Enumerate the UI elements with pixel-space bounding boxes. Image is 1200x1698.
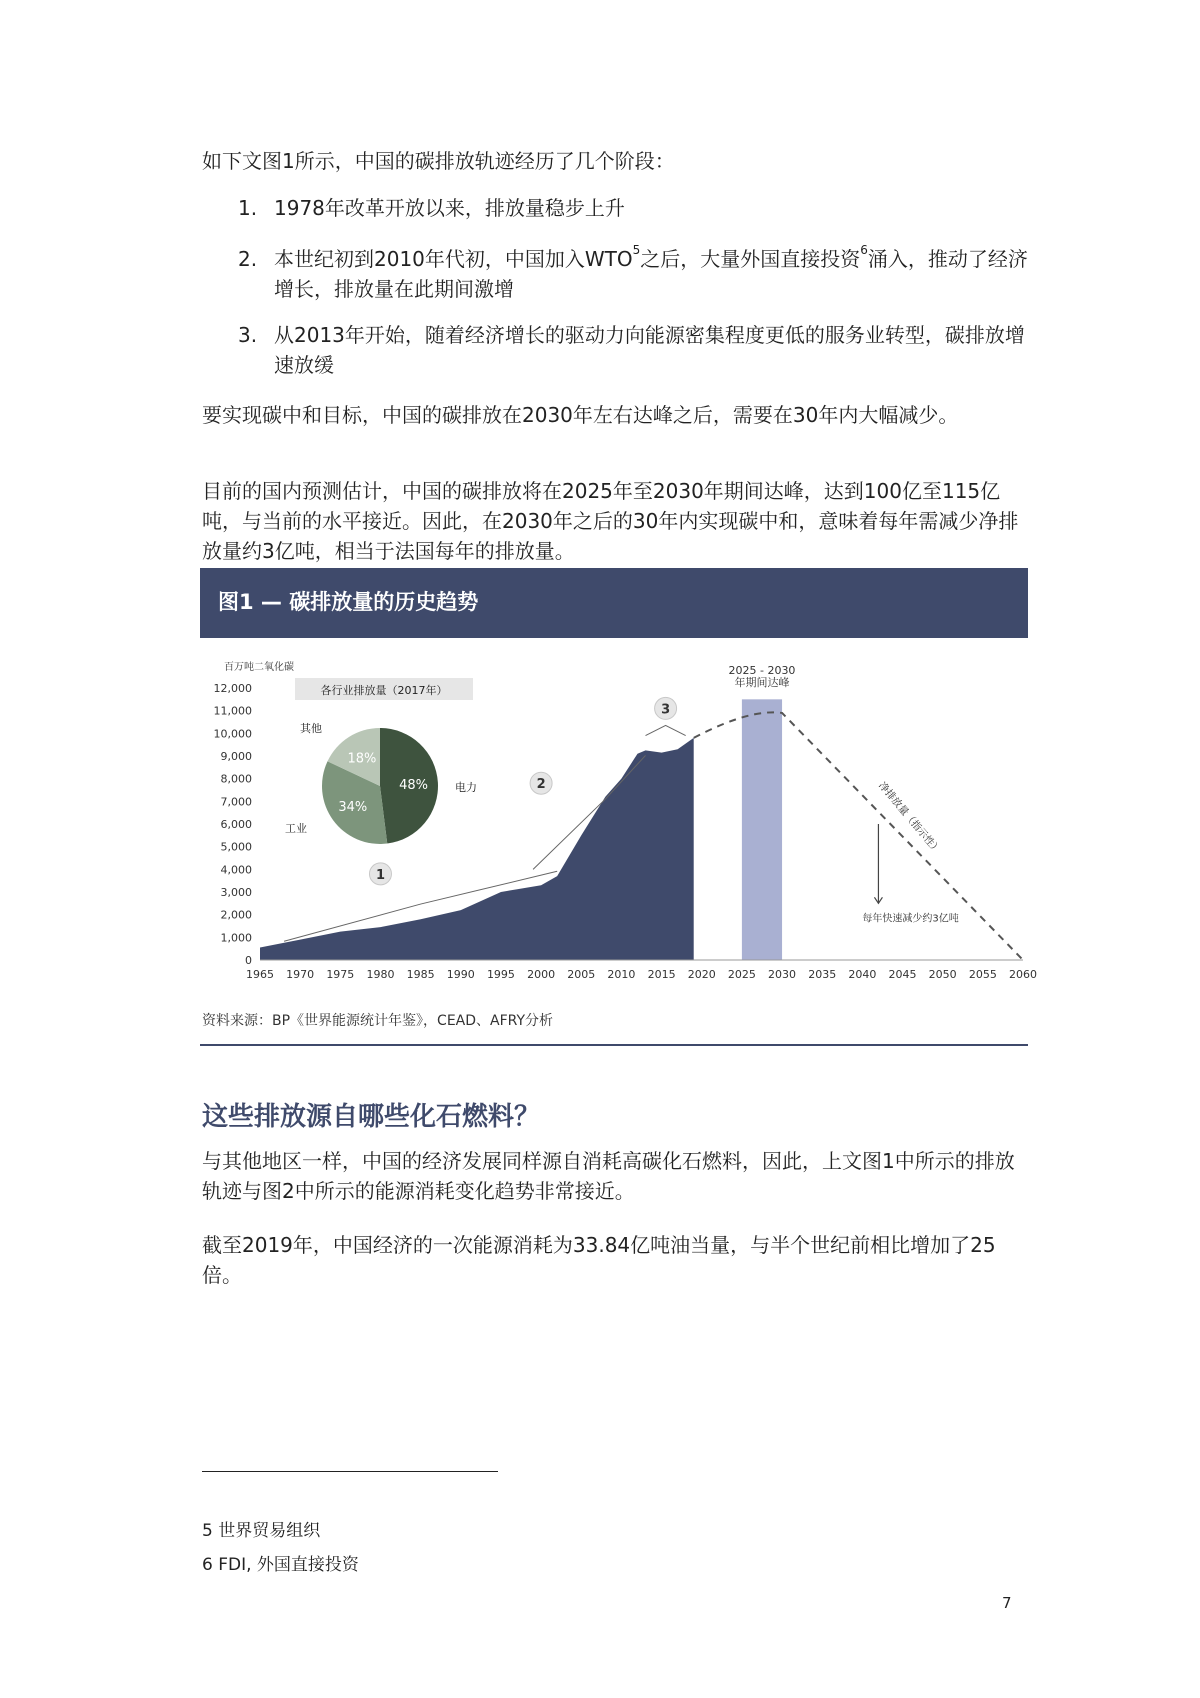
- section-heading: 这些排放源自哪些化石燃料？: [202, 1102, 541, 1132]
- y-tick-label: 2,000: [220, 908, 252, 922]
- x-tick-label: 1995: [486, 968, 515, 981]
- projection-label: 净排放量（指示性）: [876, 780, 943, 857]
- x-tick-label: 2035: [808, 968, 837, 981]
- x-tick-label: 2045: [888, 968, 917, 981]
- footnote-number: 6: [202, 1555, 213, 1575]
- peak-label: 年期间达峰: [734, 676, 790, 689]
- pie-category-label: 电力: [455, 781, 477, 794]
- x-tick-label: 1985: [406, 968, 435, 981]
- x-tick-label: 2020: [687, 968, 716, 981]
- y-tick-label: 4,000: [220, 863, 252, 877]
- y-tick-label: 8,000: [220, 772, 252, 786]
- pie-title: 各行业排放量（2017年）: [320, 684, 448, 697]
- x-tick-label: 2000: [527, 968, 556, 981]
- x-tick-label: 2030: [768, 968, 797, 981]
- x-tick-label: 2060: [1009, 968, 1037, 981]
- figure-source: 资料来源：BP《世界能源统计年鉴》，CEAD、AFRY分析: [202, 1013, 554, 1029]
- x-tick-label: 1975: [326, 968, 355, 981]
- list-number: 3.: [238, 323, 258, 347]
- footnote-text: 世界贸易组织: [218, 1521, 321, 1541]
- footnote: [202, 1516, 320, 1541]
- phase-marker-label: 3: [661, 702, 671, 718]
- y-tick-label: 3,000: [220, 886, 252, 899]
- y-tick-label: 7,000: [220, 795, 252, 809]
- y-tick-label: 0: [245, 954, 252, 967]
- list-text: 从2013年开始，随着经济增长的驱动力向能源密集程度更低的服务业转型，碳排放增速放缓: [274, 323, 1025, 377]
- x-tick-label: 2040: [848, 968, 877, 981]
- intro-paragraph: 如下文图1所示，中国的碳排放轨迹经历了几个阶段：: [202, 149, 675, 173]
- y-tick-label: 11,000: [213, 704, 252, 718]
- list-number: 2.: [238, 247, 258, 271]
- x-tick-label: 1980: [366, 968, 395, 981]
- y-tick-label: 5,000: [220, 840, 252, 854]
- figure-divider: [200, 1044, 1028, 1046]
- list-text: 1978年改革开放以来，排放量稳步上升: [274, 196, 625, 220]
- footnote: [202, 1550, 359, 1575]
- paragraph-energy: 截至2019年，中国经济的一次能源消耗为33.84亿吨油当量，与半个世纪前相比增加了25倍。: [202, 1233, 996, 1287]
- x-tick-label: 2055: [968, 968, 997, 981]
- emissions-chart: [200, 648, 1037, 998]
- x-tick-label: 2025: [727, 968, 756, 981]
- footnote-number: 5: [202, 1521, 213, 1541]
- footnote-divider: [202, 1471, 498, 1472]
- y-tick-label: 10,000: [213, 727, 252, 741]
- footnote-text: FDI, 外国直接投资: [218, 1555, 359, 1575]
- phase-marker-label: 1: [375, 867, 385, 883]
- figure-header: [200, 568, 1028, 638]
- pie-slice-percent: 18%: [347, 751, 377, 767]
- y-axis-label: 百万吨二氧化碳: [224, 662, 294, 673]
- phase-marker-label: 2: [536, 777, 546, 793]
- y-tick-label: 6,000: [220, 818, 252, 831]
- page-number: 7: [1002, 1594, 1012, 1612]
- pie-slice-percent: 48%: [399, 777, 429, 793]
- list-number: 1.: [238, 196, 258, 220]
- x-tick-label: 1965: [246, 968, 274, 981]
- pie-category-label: 工业: [285, 822, 307, 835]
- peak-band: [742, 699, 782, 960]
- x-tick-label: 2005: [567, 968, 596, 981]
- x-tick-label: 2010: [607, 968, 636, 981]
- y-tick-label: 1,000: [220, 931, 252, 945]
- pie-slice-percent: 34%: [338, 799, 368, 815]
- paragraph-target: 要实现碳中和目标，中国的碳排放在2030年左右达峰之后，需要在30年内大幅减少。: [202, 403, 959, 427]
- x-tick-label: 1990: [446, 968, 475, 981]
- x-tick-label: 2050: [928, 968, 957, 981]
- peak-label: 2025 - 2030: [728, 664, 796, 677]
- footnote-ref: 6: [860, 243, 868, 257]
- list-text: 本世纪初到2010年代初，中国加入WTO$^5$之后，大量外国直接投资$^6$涌入，推动了经济增长，排放量在此期间激增: [274, 243, 1028, 301]
- reduction-note: 每年快速减少约3亿吨: [862, 913, 959, 925]
- footnote-ref: 5: [632, 243, 641, 257]
- paragraph-forecast: 目前的国内预测估计，中国的碳排放将在2025年至2030年期间达峰，达到100亿至115亿吨，与当前的水平接近。因此，在2030年之后的30年内实现碳中和，意味着每年需减少净排放量约3亿吨，相当于法国每年的排放量。: [202, 479, 1019, 563]
- pie-category-label: 其他: [300, 722, 322, 735]
- figure-title: 图1 — 碳排放量的历史趋势: [218, 590, 479, 614]
- y-tick-label: 12,000: [213, 682, 252, 695]
- x-tick-label: 2015: [647, 968, 676, 981]
- phase-bracket-3: [646, 725, 686, 735]
- paragraph-fossil: 与其他地区一样，中国的经济发展同样源自消耗高碳化石燃料，因此，上文图1中所示的排放轨迹与图2中所示的能源消耗变化趋势非常接近。: [202, 1149, 1015, 1203]
- y-tick-label: 9,000: [220, 750, 252, 763]
- x-tick-label: 1970: [286, 968, 315, 981]
